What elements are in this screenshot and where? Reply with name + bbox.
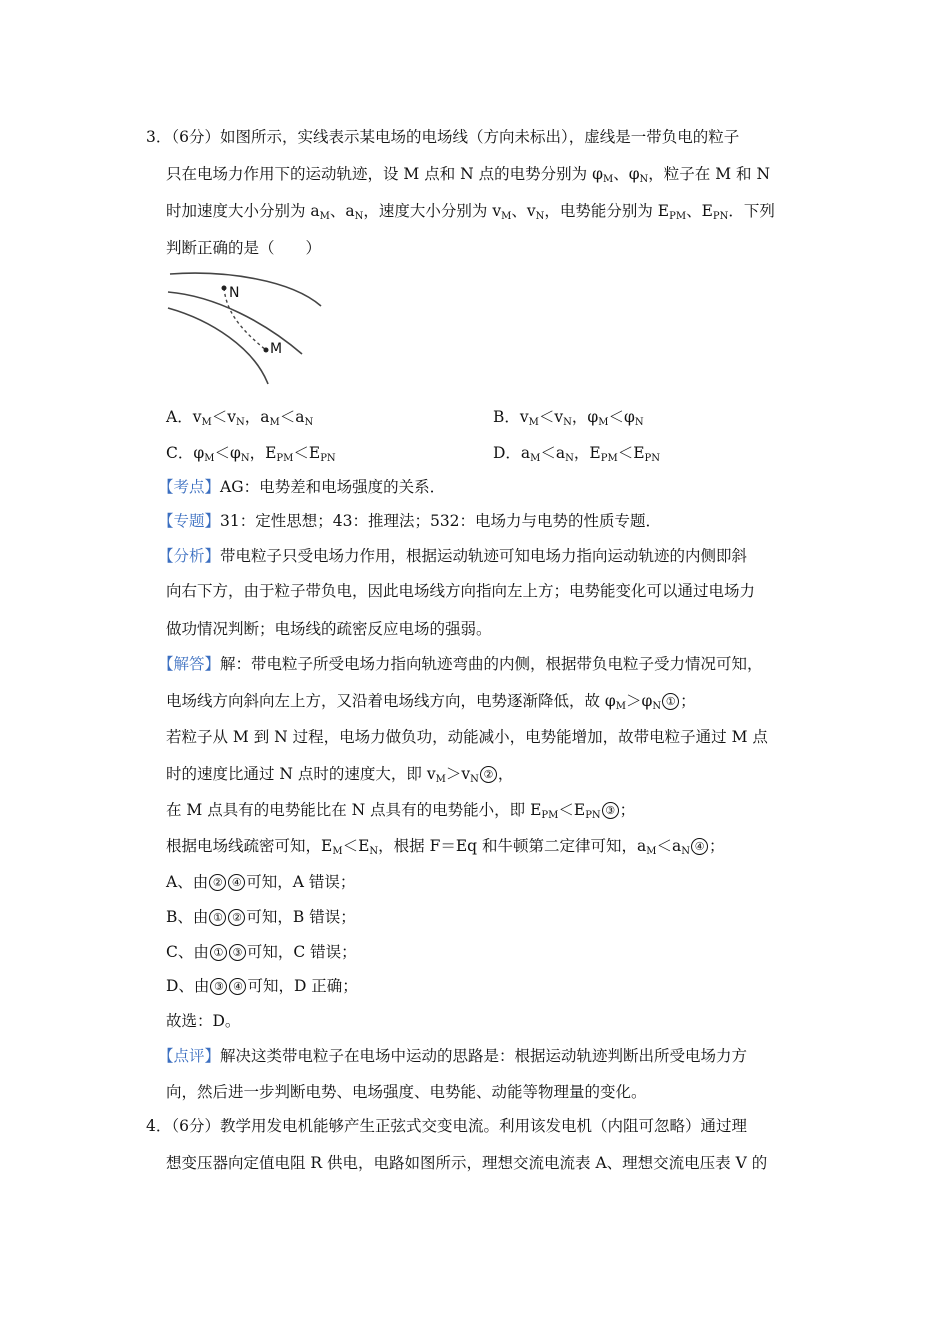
- jieda-line-c: C、由 ① ③ 可知，C 错误；: [166, 943, 357, 961]
- fenxi-line-2: 向右下方，由于粒子带负电，因此电场线方向指向左上方；电势能变化可以通过电场力: [166, 582, 756, 600]
- q4-number: 4．: [146, 1117, 172, 1135]
- fenxi-line-3: 做功情况判断；电场线的疏密反应电场的强弱。: [166, 620, 492, 638]
- jieda-line-1: 【解答】解：带电粒子所受电场力指向轨迹弯曲的内侧，根据带负电粒子受力情况可知，: [158, 655, 763, 673]
- q4-line-2: 想变压器向定值电阻 R 供电，电路如图所示，理想交流电流表 A、理想交流电压表 V 的: [166, 1154, 768, 1172]
- jieda-line-d: D、由 ③ ④ 可知，D 正确；: [166, 977, 358, 995]
- jieda-line-5: 在 M 点具有的电势能比在 N 点具有的电势能小，即 $E_{PM}<E_{PN}$ ③ ；: [166, 801, 636, 821]
- fenxi-line-1: 【分析】带电粒子只受电场力作用，根据运动轨迹可知电场力指向运动轨迹的内侧即斜: [158, 547, 748, 565]
- jieda-line-a: A、由 ② ④ 可知，A 错误；: [166, 873, 356, 891]
- dianping-line-1: 【点评】解决这类带电粒子在电场中运动的思路是：根据运动轨迹判断出所受电场力方: [158, 1047, 748, 1065]
- dianping-line-2: 向，然后进一步判断电势、电场强度、电势能、动能等物理量的变化。: [166, 1083, 647, 1101]
- option-b: B．$v_M<v_N$，$\varphi_M<\varphi_N$: [493, 408, 644, 428]
- jieda-line-3: 若粒子从 M 到 N 过程，电场力做负功，动能减小，电势能增加，故带电粒子通过 M 点: [166, 728, 768, 746]
- jieda-line-6: 根据电场线疏密可知，$E_M<E_N$，根据 F＝Eq 和牛顿第二定律可知，$a_M<a_N$ ④ ；: [166, 837, 725, 857]
- q3-line-4: 判断正确的是（ ）: [166, 239, 322, 257]
- field-line-figure: [166, 268, 324, 390]
- q4-line-1: 4．（6分）教学用发电机能够产生正弦式交变电流。利用该发电机（内阻可忽略）通过理: [146, 1117, 747, 1135]
- zhuanti-tag: 【专题】: [158, 512, 221, 530]
- point-M: [264, 348, 269, 353]
- answer-line: 故选：D。: [166, 1012, 241, 1030]
- option-c: C．$\varphi_M<\varphi_N$，$E_{PM}<E_{PN}$: [166, 444, 336, 464]
- q3-line-1: 3．（6分）如图所示，实线表示某电场的电场线（方向未标出），虚线是一带负电的粒子: [146, 128, 740, 146]
- kaodian-tag: 【考点】: [158, 478, 221, 496]
- q3-line-2: 只在电场力作用下的运动轨迹，设 M 点和 N 点的电势分别为 $\varphi_M$、$\varphi_N$，粒子在 M 和 N: [166, 165, 771, 185]
- jieda-line-2: 电场线方向斜向左上方，又沿着电场线方向，电势逐渐降低，故 $\varphi_M>\varphi_N$ ① ；: [166, 692, 696, 712]
- option-d: D．$a_M<a_N$，$E_{PM}<E_{PN}$: [493, 444, 661, 464]
- zhuanti-line: 【专题】31：定性思想；43：推理法；532：电场力与电势的性质专题．: [158, 512, 662, 530]
- q3-score: （6分）: [171, 128, 220, 146]
- field-line-top: [170, 273, 321, 306]
- fenxi-tag: 【分析】: [158, 547, 221, 565]
- jieda-line-b: B、由 ① ② 可知，B 错误；: [166, 908, 356, 926]
- q3-line-3: 时加速度大小分别为 $a_M$、$a_N$，速度大小分别为 $v_M$、$v_N$，电势能分别为 $E_{PM}$、$E_{PN}$．下列: [166, 202, 775, 222]
- label-M: M: [270, 341, 283, 357]
- point-N: [222, 286, 227, 291]
- jieda-tag: 【解答】: [158, 655, 221, 673]
- dianping-tag: 【点评】: [158, 1047, 221, 1065]
- kaodian-line: 【考点】AG：电势差和电场强度的关系．: [158, 478, 446, 496]
- jieda-line-4: 时的速度比通过 N 点时的速度大，即 $v_M>v_N$ ② ，: [166, 765, 514, 785]
- q3-number: 3．: [146, 128, 172, 146]
- field-line-diagram: [166, 268, 324, 390]
- option-a: A．$v_M<v_N$，$a_M<a_N$: [166, 408, 314, 428]
- label-N: N: [229, 285, 240, 301]
